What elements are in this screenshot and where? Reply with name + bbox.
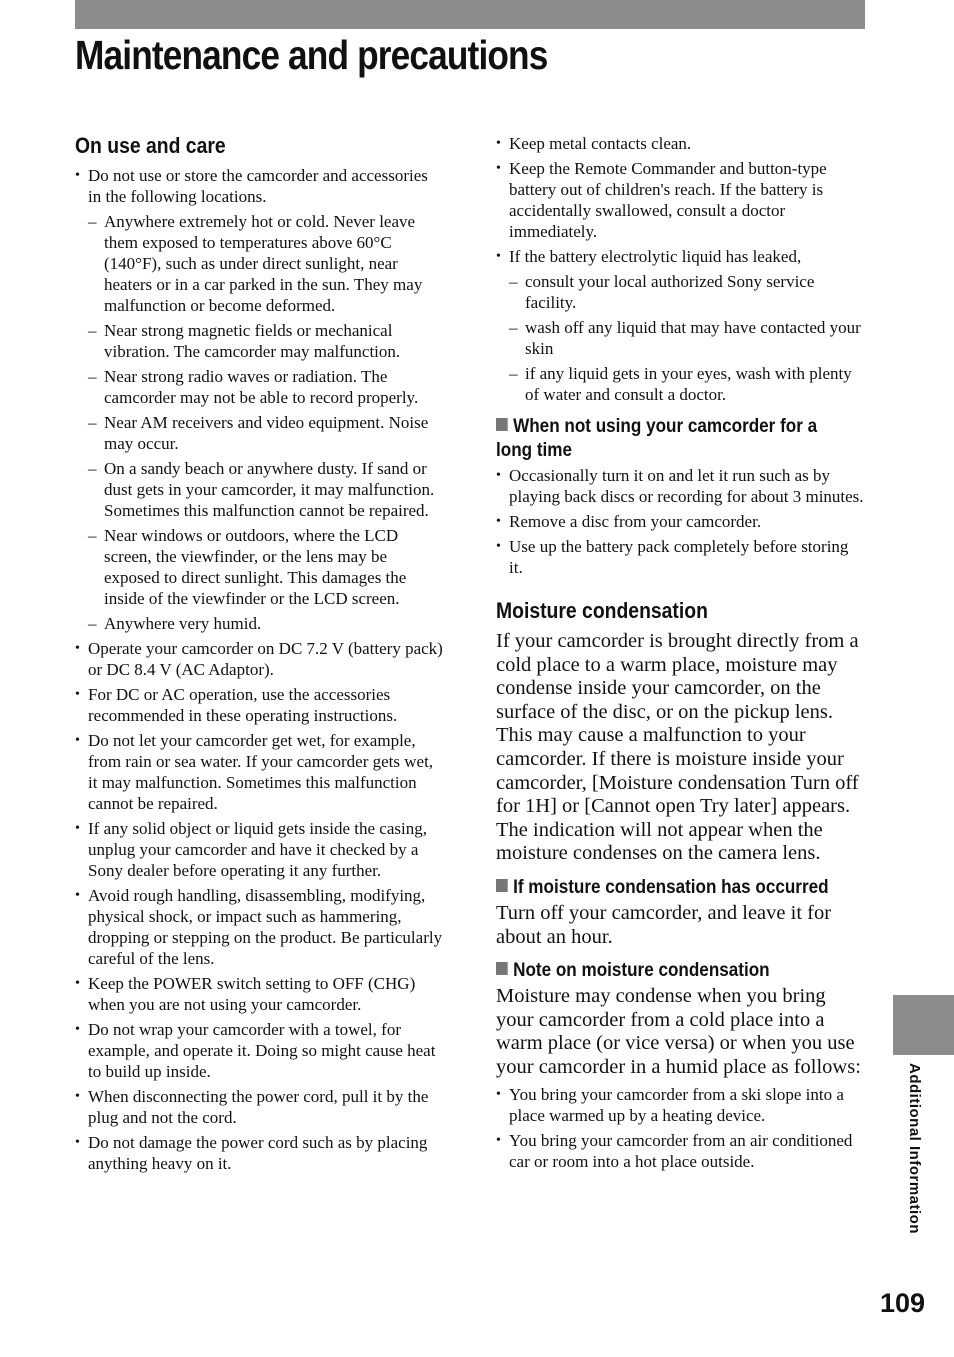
leak-steps-list	[509, 271, 864, 405]
list-item: • If any solid object or liquid gets inside the casing, unplug your camcorder and have it checked by a Sony dealer before operating it any further.	[75, 818, 445, 881]
list-item: • Avoid rough handling, disassembling, modifying, physical shock, or impact such as hammering, dropping or stepping on the product. Be particularly careful of the lens.	[75, 885, 445, 969]
list-item: • Do not let your camcorder get wet, for example, from rain or sea water. If your camcorder gets wet, it may malfunction. Sometimes this malfunction cannot be repaired.	[75, 730, 445, 814]
moisture-paragraph-2: The indication will not appear when the moisture condenses on the camera lens.	[496, 818, 823, 865]
contacts-battery-list	[496, 133, 864, 405]
list-item: – if any liquid gets in your eyes, wash with plenty of water and consult a doctor.	[509, 363, 864, 405]
list-item: • For DC or AC operation, use the accessories recommended in these operating instructions.	[75, 684, 445, 726]
subheading-text: If moisture condensation has occurred	[513, 876, 829, 898]
list-item: – Near windows or outdoors, where the LCD screen, the viewfinder, or the lens may be exposed to direct sunlight. This damages the inside of the viewfinder or the LCD screen.	[88, 525, 445, 609]
list-item: – Anywhere very humid.	[88, 613, 445, 634]
square-bullet-icon	[496, 962, 508, 975]
locations-list	[88, 211, 445, 634]
list-item: – Near strong radio waves or radiation. The camcorder may not be able to record properly.	[88, 366, 445, 408]
list-item: • Operate your camcorder on DC 7.2 V (battery pack) or DC 8.4 V (AC Adaptor).	[75, 638, 445, 680]
list-item	[496, 246, 864, 405]
list-item: • Keep metal contacts clean.	[496, 133, 864, 154]
list-item-text: If the battery electrolytic liquid has leaked,	[509, 247, 802, 266]
section-tab	[893, 995, 954, 1055]
list-item	[75, 165, 445, 634]
list-item-text: Do not use or store the camcorder and accessories in the following locations.	[88, 166, 428, 206]
right-column	[496, 133, 864, 1176]
list-item: • Use up the battery pack completely before storing it.	[496, 536, 864, 578]
list-item: – Near strong magnetic fields or mechanical vibration. The camcorder may malfunction.	[88, 320, 445, 362]
not-using-list	[496, 465, 864, 578]
list-item: • Occasionally turn it on and let it run such as by playing back discs or recording for about 3 minutes.	[496, 465, 864, 507]
page-title: Maintenance and precautions	[75, 32, 548, 78]
moisture-paragraph: If your camcorder is brought directly from a cold place to a warm place, moisture may condense inside your camcorder, on the surface of the disc, or on the pickup lens. This may cause a malfunction to your camcorder. If there is moisture inside your camcorder, [Moisture condensation Turn off for 1H] or [Cannot open Try later] appears.	[496, 630, 859, 818]
section-heading-use-and-care: On use and care	[75, 133, 226, 158]
note-list	[496, 1084, 864, 1172]
left-column	[75, 133, 445, 1178]
occurred-paragraph: Turn off your camcorder, and leave it for about an hour.	[496, 901, 832, 948]
note-paragraph: Moisture may condense when you bring your camcorder from a cold place into a warm place (or vice versa) or when you use your camcorder in a humid place as follows:	[496, 985, 861, 1078]
header-bar	[75, 0, 865, 29]
list-item: • Do not wrap your camcorder with a towel, for example, and operate it. Doing so might cause heat to build up inside.	[75, 1019, 445, 1082]
list-item: • Keep the POWER switch setting to OFF (CHG) when you are not using your camcorder.	[75, 973, 445, 1015]
subheading-occurred	[496, 876, 856, 900]
section-side-label: Additional Information	[906, 1063, 923, 1234]
subheading-note	[496, 959, 856, 983]
square-bullet-icon	[496, 418, 508, 431]
subheading-not-using	[496, 415, 856, 463]
list-item: • Remove a disc from your camcorder.	[496, 511, 864, 532]
list-item: – Anywhere extremely hot or cold. Never leave them exposed to temperatures above 60°C (140°F), such as under direct sunlight, near heaters or in a car parked in the sun. They may malfunction or become deformed.	[88, 211, 445, 316]
list-item: – consult your local authorized Sony service facility.	[509, 271, 864, 313]
use-care-list	[75, 165, 445, 1174]
list-item: • Keep the Remote Commander and button-type battery out of children's reach. If the battery is accidentally swallowed, consult a doctor immediately.	[496, 158, 864, 242]
list-item: • When disconnecting the power cord, pull it by the plug and not the cord.	[75, 1086, 445, 1128]
list-item: • You bring your camcorder from a ski slope into a place warmed up by a heating device.	[496, 1084, 864, 1126]
list-item: • Do not damage the power cord such as by placing anything heavy on it.	[75, 1132, 445, 1174]
list-item: • You bring your camcorder from an air conditioned car or room into a hot place outside.	[496, 1130, 864, 1172]
list-item: – On a sandy beach or anywhere dusty. If sand or dust gets in your camcorder, it may malfunction. Sometimes this malfunction cannot be repaired.	[88, 458, 445, 521]
subheading-text: Note on moisture condensation	[513, 960, 770, 982]
subheading-text: When not using your camcorder for a long time	[496, 416, 818, 461]
page-number: 109	[880, 1288, 926, 1318]
list-item: – Near AM receivers and video equipment. Noise may occur.	[88, 412, 445, 454]
section-heading-moisture: Moisture condensation	[496, 598, 708, 623]
list-item: – wash off any liquid that may have contacted your skin	[509, 317, 864, 359]
square-bullet-icon	[496, 879, 508, 892]
